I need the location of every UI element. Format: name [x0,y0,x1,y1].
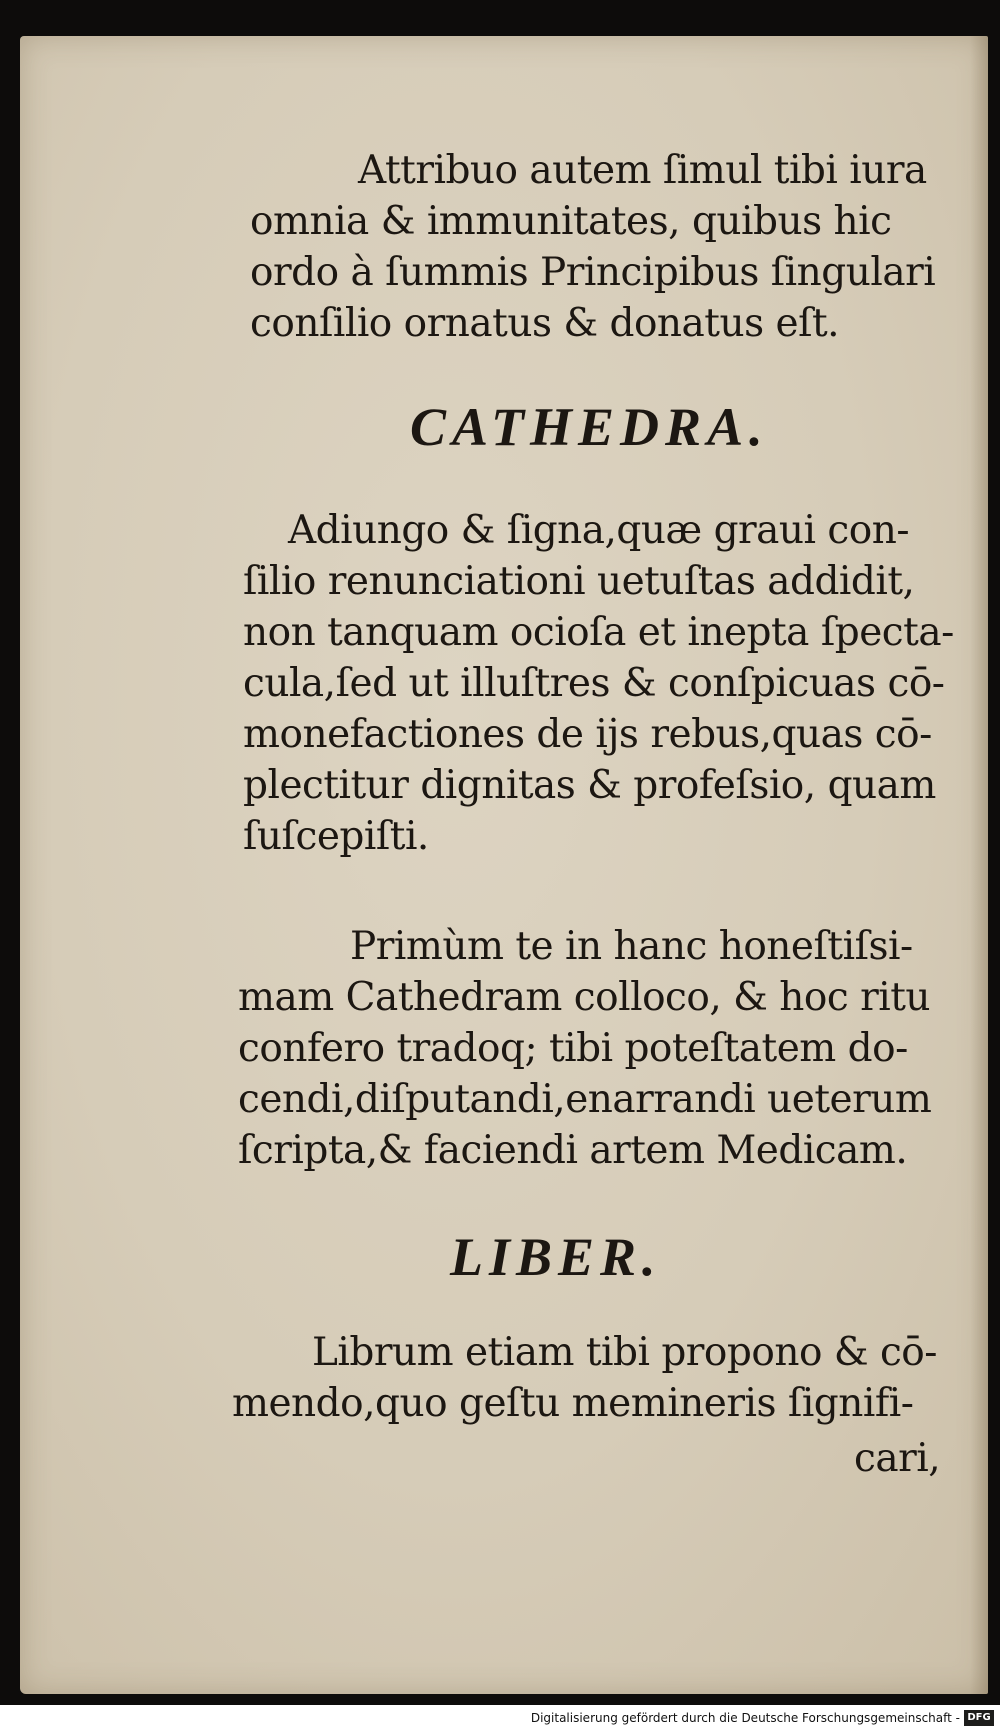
paragraph3-line-2: mam Cathedram colloco, & hoc ritu [238,975,931,1020]
paragraph2-line-5: monefactiones de ijs rebus,quas cō- [243,712,932,757]
paragraph1-line-3: ordo à ſummis Principibus ſingulari [250,250,936,295]
digitization-footer [0,1705,1000,1731]
paragraph1-line-1: Attribuo autem ſimul tibi iura [358,148,927,193]
paragraph1-line-4: conſilio ornatus & donatus eſt. [250,301,840,346]
paragraph2-line-7: ſuſcepiſti. [243,814,429,859]
section-heading-cathedra: CATHEDRA. [410,397,769,457]
page-edge-shadow [970,36,988,1694]
catchword: cari, [854,1436,941,1481]
footer-credit: Digitalisierung gefördert durch die Deutsche Forschungsgemeinschaft - [530,1711,960,1725]
paragraph2-line-3: non tanquam ocioſa et inepta ſpecta- [243,610,954,655]
paragraph4-line-1: Librum etiam tibi propono & cō- [312,1330,937,1375]
paragraph4-line-2: mendo,quo geſtu memineris ſignifi- [232,1381,914,1426]
paragraph2-line-6: plectitur dignitas & profeſsio, quam [243,763,936,808]
paragraph3-line-3: confero tradoq; tibi poteſtatem do- [238,1026,908,1071]
section-heading-liber: LIBER. [450,1227,662,1287]
paragraph3-line-4: cendi,diſputandi,enarrandi ueterum [238,1077,932,1122]
paragraph3-line-1: Primùm te in hanc honeſtiſsi- [350,924,913,969]
paragraph2-line-1: Adiungo & ſigna,quæ graui con- [288,508,910,553]
paragraph2-line-2: ſilio renunciationi uetuſtas addidit, [243,559,915,604]
paragraph3-line-5: ſcripta,& faciendi artem Medicam. [238,1128,908,1173]
dfg-logo-icon: DFG [964,1710,994,1726]
paragraph1-line-2: omnia & immunitates, quibus hic [250,199,892,244]
paragraph2-line-4: cula,ſed ut illuſtres & conſpicuas cō- [243,661,945,706]
book-page [20,36,988,1694]
